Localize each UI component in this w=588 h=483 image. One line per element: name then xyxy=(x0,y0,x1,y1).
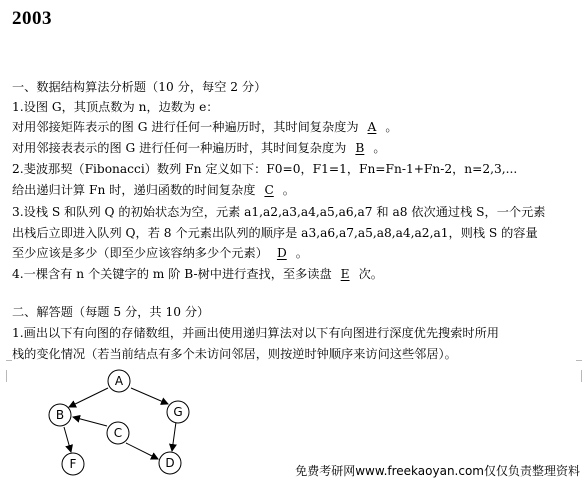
node-d-label: D xyxy=(165,456,175,470)
blank-b: B xyxy=(355,141,365,155)
q4-end: 次。 xyxy=(358,267,383,281)
q1-line2 xyxy=(12,118,398,136)
node-d xyxy=(159,452,181,474)
q2-line2-text: 给出递归计算 Fn 时，递归函数的时间复杂度 xyxy=(12,183,256,197)
q1-line2-text: 对用邻接矩阵表示的图 G 进行任何一种遍历时，其时间复杂度为 xyxy=(12,120,359,134)
footer-watermark: 免费考研网www.freekaoyan.com仅仅负责整理资料 xyxy=(295,464,580,478)
edge-a-b xyxy=(69,388,108,407)
blank-a: A xyxy=(367,120,377,134)
q1-line1: 1.设图 G，其顶点数为 n，边数为 e： xyxy=(12,100,219,114)
q1-line2-end: 。 xyxy=(385,120,398,134)
edge-c-d xyxy=(126,443,158,459)
node-g xyxy=(167,401,189,423)
section2-heading: 二、解答题（每题 5 分，共 10 分） xyxy=(12,305,210,319)
blank-e: E xyxy=(340,267,350,281)
q3-line2: 出栈后立即进入队列 Q，若 8 个元素出队列的顺序是 a3,a6,a7,a5,a8,a4,a2,a1，则栈 S 的容量 xyxy=(12,226,538,240)
directed-graph xyxy=(0,360,260,483)
section1-heading: 一、数据结构算法分析题（10 分，每空 2 分） xyxy=(12,80,267,94)
node-f xyxy=(62,453,84,475)
page-title: 2003 xyxy=(12,8,52,29)
q2-line2 xyxy=(12,181,295,199)
q3-line1: 3.设栈 S 和队列 Q 的初始状态为空，元素 a1,a2,a3,a4,a5,a6,a7 和 a8 依次通过栈 S，一个元素 xyxy=(12,205,546,219)
q2-line2-end: 。 xyxy=(282,183,295,197)
node-f-label: F xyxy=(69,457,77,471)
margin-mark-right xyxy=(576,360,582,361)
node-b-label: B xyxy=(55,408,65,422)
q4-text: 4.一棵含有 n 个关键字的 m 阶 B-树中进行查找，至多读盘 xyxy=(12,267,332,281)
q3-line3 xyxy=(12,244,308,262)
q1-line3 xyxy=(12,139,386,157)
margin-mark-right-v xyxy=(571,370,582,382)
edge-a-g xyxy=(131,388,168,404)
node-a xyxy=(108,370,130,392)
q3-line3-text: 至少应该是多少（即至少应该容纳多少个元素） xyxy=(12,246,268,260)
node-g-label: G xyxy=(173,405,183,419)
edge-g-d xyxy=(172,422,176,451)
node-c-label: C xyxy=(113,426,123,440)
q3-line3-end: 。 xyxy=(295,246,308,260)
q1-line3-end: 。 xyxy=(373,141,386,155)
s2-q1-line2: 栈的变化情况（若当前结点有多个未访问邻居，则按逆时钟顺序来访问这些邻居）。 xyxy=(12,347,457,361)
q1-line3-text: 对用邻接表表示的图 G 进行任何一种遍历时，其时间复杂度为 xyxy=(12,141,347,155)
node-c xyxy=(107,422,129,444)
s2-q1-line1: 1.画出以下有向图的存储数组，并画出使用递归算法对以下有向图进行深度优先搜索时所用 xyxy=(12,326,499,340)
q2-line1: 2.斐波那契（Fibonacci）数列 Fn 定义如下：F0=0，F1=1，Fn=Fn-1+Fn-2，n=2,3,... xyxy=(12,162,518,176)
edge-c-b xyxy=(73,417,107,426)
node-b xyxy=(49,404,71,426)
node-a-label: A xyxy=(114,374,124,388)
edge-b-f xyxy=(64,427,71,452)
blank-c: C xyxy=(264,183,274,197)
blank-d: D xyxy=(276,246,287,260)
q4-line xyxy=(12,265,383,283)
